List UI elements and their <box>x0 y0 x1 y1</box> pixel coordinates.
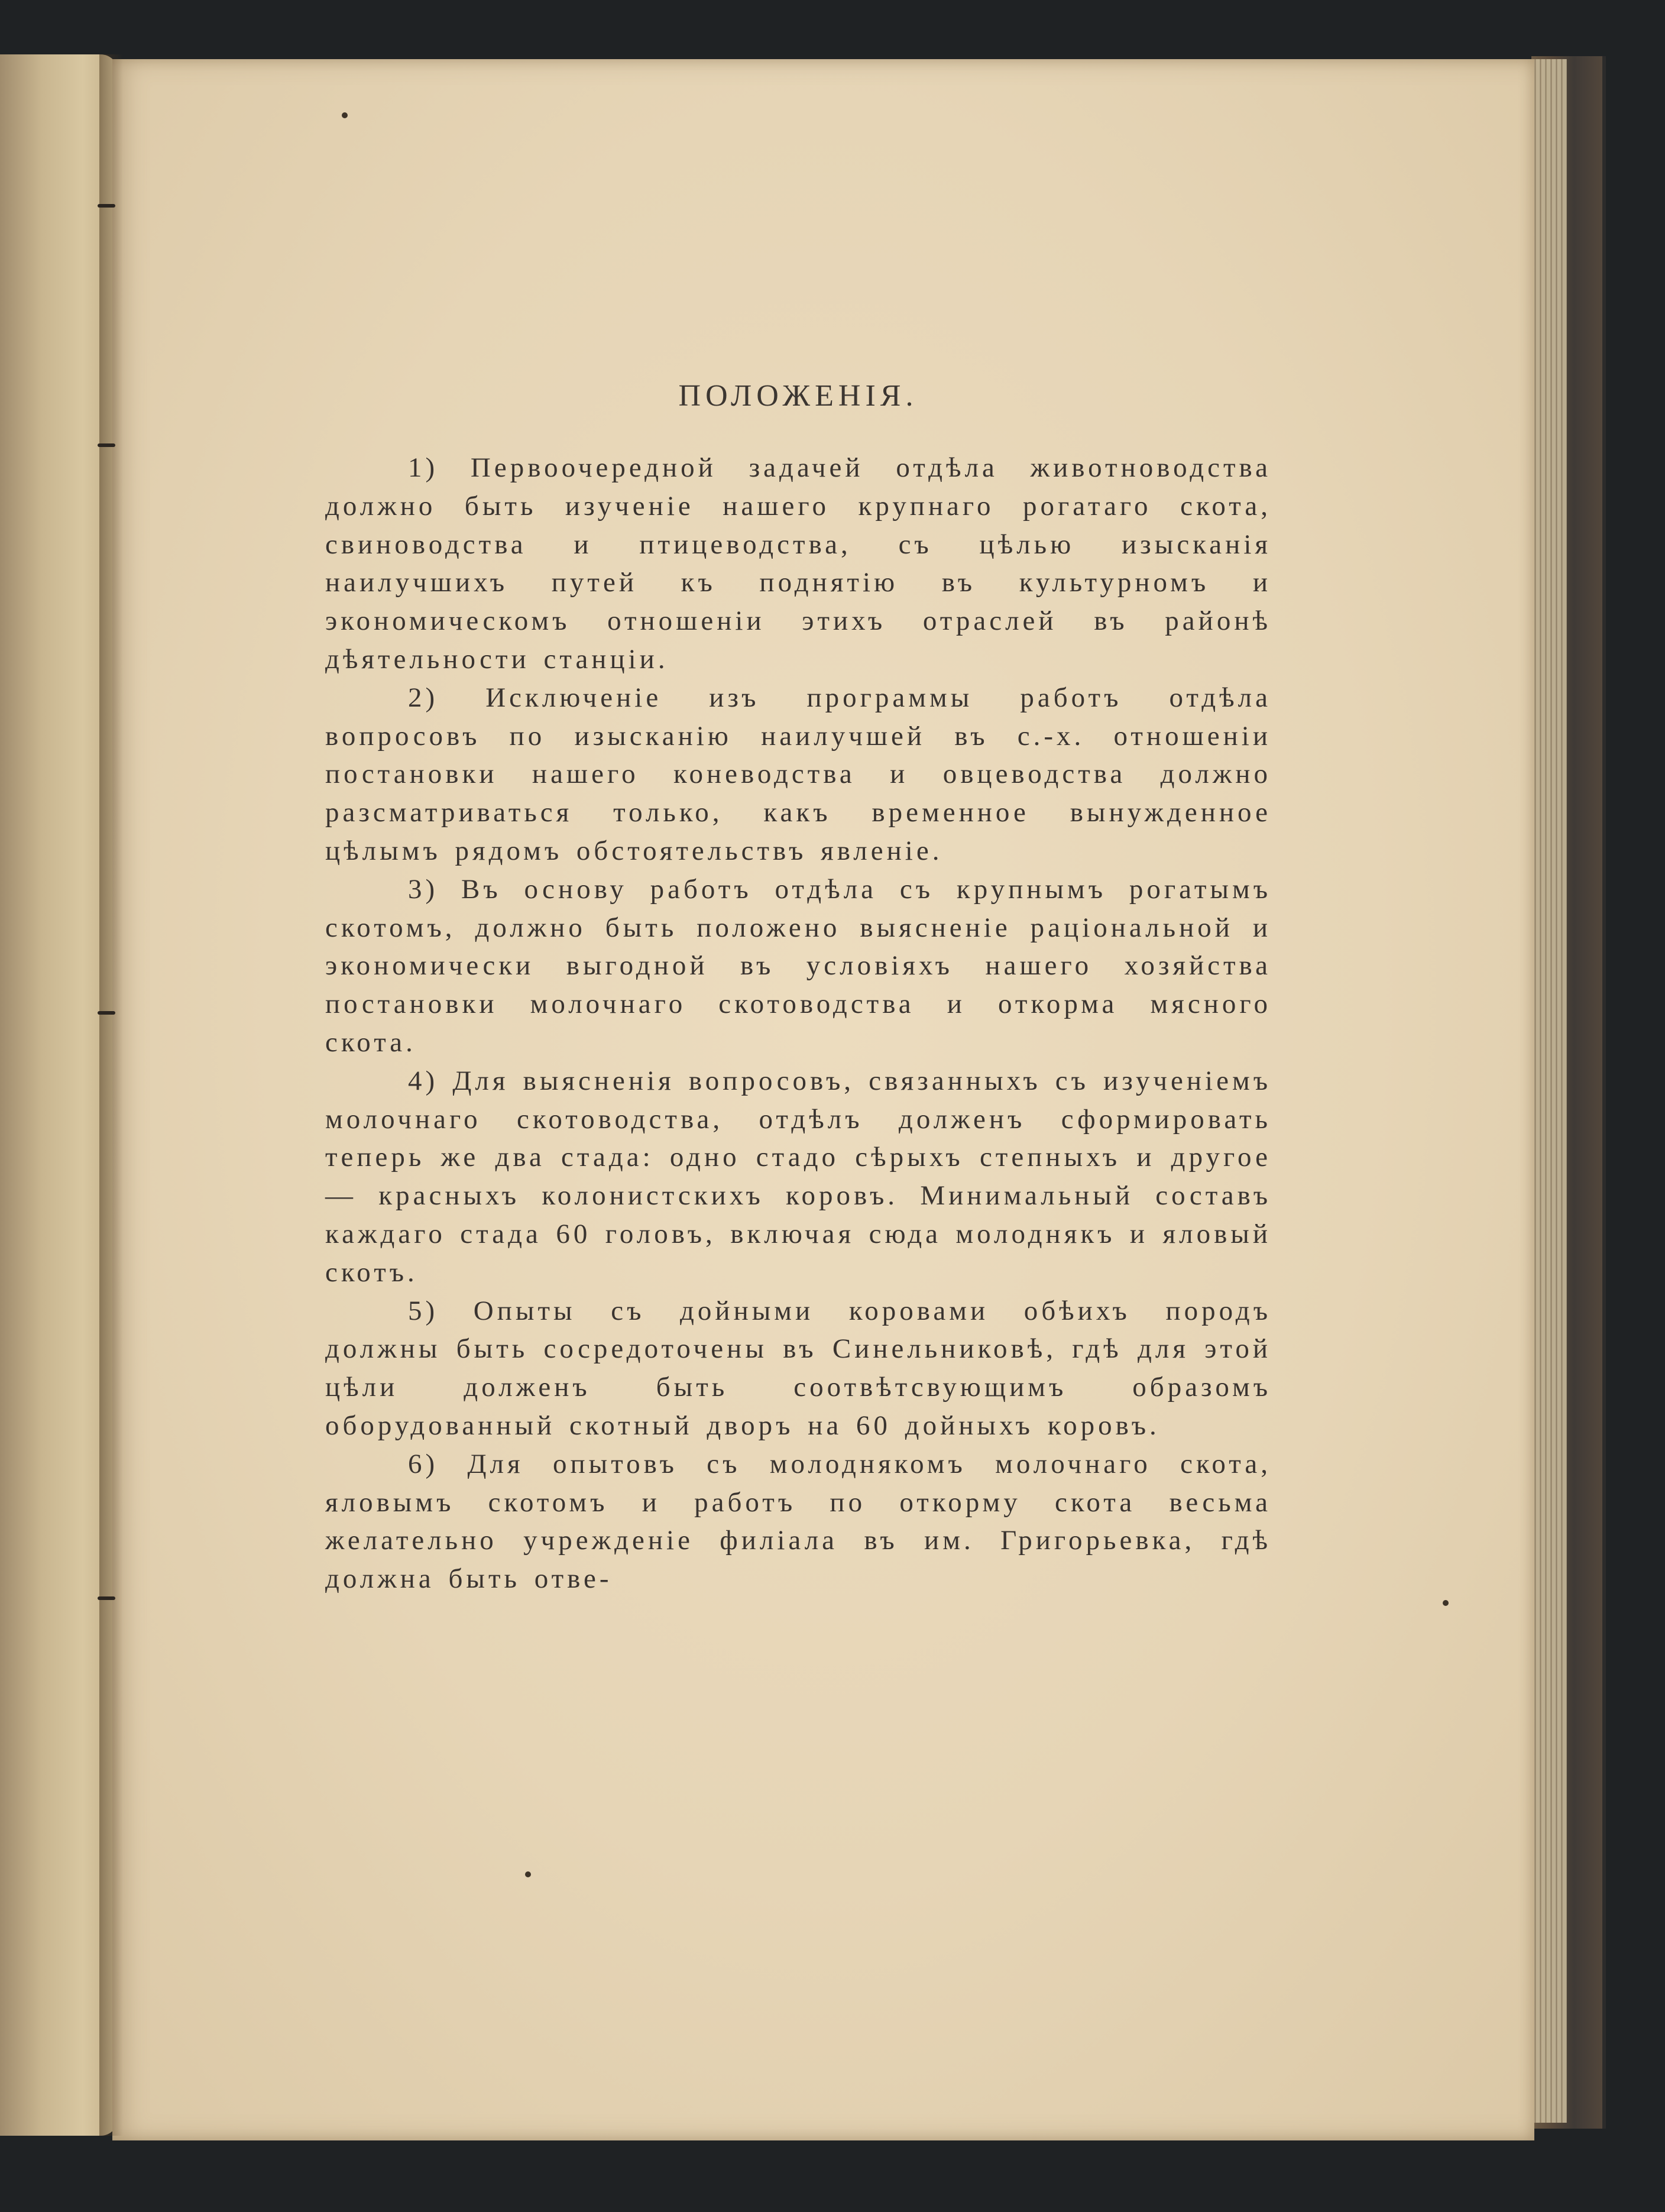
gutter-shadow <box>99 54 123 2136</box>
paper-speck <box>525 1871 531 1877</box>
paragraph-3: 3) Въ основу работъ отдѣла съ крупнымъ рогатымъ скотомъ, должно быть положено выясненіе раціональной и экономически выгодной въ условіяхъ нашего хозяйства постановки молочнаго скотоводства и откорма мясного скота. <box>325 873 1271 1058</box>
page-heading: ПОЛОЖЕНІЯ. <box>678 379 918 413</box>
paper-speck <box>1443 1600 1449 1606</box>
binding-mark <box>98 443 115 447</box>
paragraph-6: 6) Для опытовъ съ молоднякомъ молочнаго скота, яловымъ скотомъ и работъ по откорму скота весьма желательно учрежденіе филіала въ им. Григорьевка, гдѣ должна быть отве- <box>325 1448 1271 1595</box>
paper-speck <box>342 112 348 118</box>
binding-mark <box>98 1011 115 1015</box>
paragraph-2: 2) Исключеніе изъ программы работъ отдѣла вопросовъ по изысканію наилучшей въ с.-х. отношеніи постановки нашего коневодства и овцеводства должно разсматриваться только, какъ временное вынужденное цѣлымъ рядомъ обстоятельствъ явленіе. <box>325 682 1271 866</box>
binding-mark <box>98 204 115 208</box>
binding-mark <box>98 1596 115 1600</box>
paragraph-4: 4) Для выясненія вопросовъ, связанныхъ съ изученіемъ молочнаго скотоводства, отдѣлъ долженъ сформировать теперь же два стада: одно стадо сѣрыхъ степныхъ и другое — красныхъ колонистскихъ коровъ. Минимальный составъ каждаго стада 60 головъ, включая сюда молоднякъ и яловый скотъ. <box>325 1065 1271 1288</box>
paragraph-1: 1) Первоочередной задачей отдѣла животноводства должно быть изученіе нашего крупнаго рогатаго скота, свиноводства и птицеводства, съ цѣлью изысканія наилучшихъ путей къ поднятію въ культурномъ и экономическомъ отношеніи этихъ отраслей въ районѣ дѣятельности станціи. <box>325 452 1271 675</box>
paragraph-5: 5) Опыты съ дойными коровами обѣихъ породъ должны быть сосредоточены въ Синельниковѣ, гдѣ для этой цѣли долженъ быть соотвѣтсвующимъ образомъ оборудованный скотный дворъ на 60 дойныхъ коровъ. <box>325 1295 1271 1441</box>
page-text-block <box>325 378 1271 1598</box>
